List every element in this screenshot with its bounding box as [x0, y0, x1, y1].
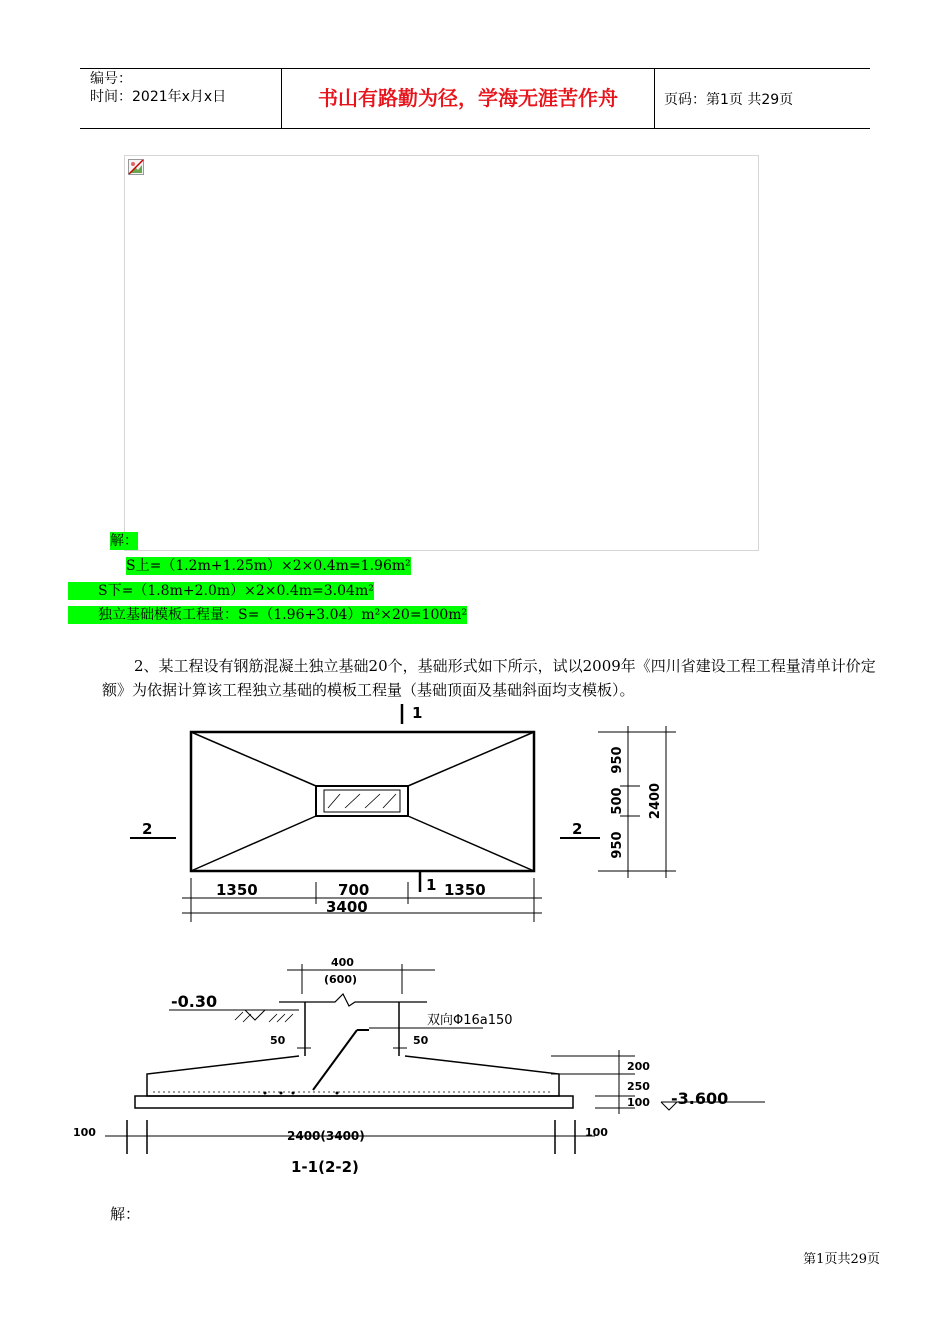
- section-offset-right: 50: [413, 1034, 429, 1047]
- solution2-label: 解：: [110, 1205, 141, 1223]
- plan-dim-total: 3400: [326, 898, 368, 916]
- plan-dim-v-total: 2400: [648, 782, 663, 820]
- section-h-mid: 250: [627, 1080, 650, 1093]
- section-elev-ground: -0.30: [171, 992, 218, 1011]
- broken-image-icon: [128, 159, 144, 175]
- header-code: 编号：: [90, 71, 132, 87]
- header-left: [90, 70, 226, 106]
- section-h-bot: 100: [627, 1096, 650, 1109]
- plan-dim-v-top: 950: [610, 746, 625, 774]
- plan-dim-v-bot: 950: [610, 831, 625, 859]
- section-side-left: 100: [73, 1126, 96, 1139]
- solution1-line3: 独立基础模板工程量：S=（1.96+3.04）m²×20=100m²: [68, 606, 467, 624]
- plan-section-1-top: 1: [412, 704, 423, 722]
- problem2-text: 2、某工程设有钢筋混凝土独立基础20个，基础形式如下所示，试以2009年《四川省建设工程工程量清单计价定额》为依据计算该工程独立基础的模板工程量（基础顶面及基础斜面均支模板）。: [102, 657, 876, 699]
- section-title: 1-1(2-2): [291, 1158, 359, 1176]
- solution1-label: 解：: [110, 533, 138, 549]
- section-width: 2400(3400): [287, 1129, 365, 1143]
- header-divider-right: [654, 68, 655, 129]
- section-h-top: 200: [627, 1060, 650, 1073]
- image-placeholder: [124, 155, 759, 551]
- header-top-rule: [80, 68, 870, 69]
- plan-column-hatch: [324, 790, 400, 812]
- section-offset-left: 50: [270, 1034, 286, 1047]
- header-motto: 书山有路勤为径，学海无涯苦作舟: [318, 86, 618, 110]
- section-rebar-label: 双向Φ16a150: [427, 1013, 513, 1028]
- solution1-line2: S下=（1.8m+2.0m）×2×0.4m=3.04m²: [68, 582, 374, 600]
- header-bottom-rule: [80, 128, 870, 129]
- plan-section-2-left: 2: [142, 820, 153, 838]
- section-dim-col-alt: (600): [324, 973, 358, 986]
- section-drawing: [65, 950, 785, 1180]
- section-side-right: 100: [585, 1126, 608, 1139]
- plan-dim-v-mid: 500: [610, 787, 625, 815]
- plan-dim-left: 1350: [216, 881, 258, 899]
- plan-section-2-right: 2: [572, 820, 583, 838]
- plan-dim-right: 1350: [444, 881, 486, 899]
- plan-section-1-bottom: 1: [426, 876, 437, 894]
- header-page-info: 页码：第1页 共29页: [664, 92, 794, 108]
- section-dim-col: 400: [331, 956, 354, 969]
- plan-dim-mid: 700: [338, 881, 370, 899]
- plan-drawing: [120, 700, 700, 930]
- header-time: 时间：2021年x月x日: [90, 89, 227, 105]
- section-elev-bottom: -3.600: [671, 1089, 729, 1108]
- solution1-line1: S上=（1.2m+1.25m）×2×0.4m=1.96m²: [126, 558, 411, 574]
- footer-page: 第1页共29页: [803, 1252, 880, 1267]
